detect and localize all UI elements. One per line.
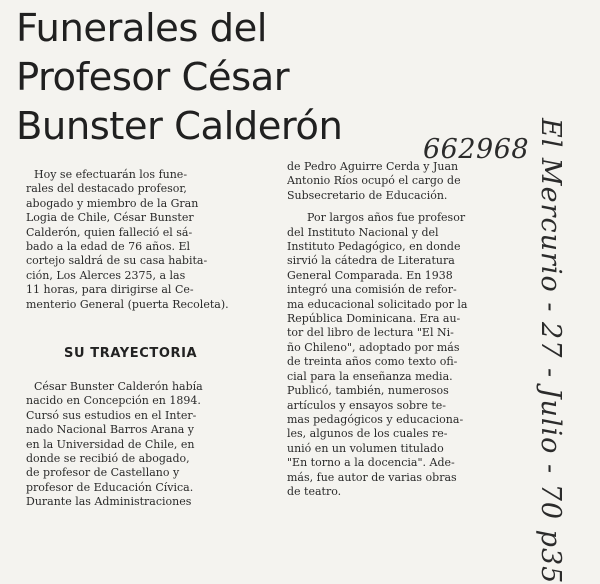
text-line: nado Nacional Barros Arana y	[26, 423, 194, 437]
text-line: les, algunos de los cuales re-	[287, 427, 448, 441]
paragraph	[26, 168, 270, 312]
left-column	[26, 168, 270, 312]
handwritten-archive-number: 662968	[423, 134, 530, 165]
text-line: en la Universidad de Chile, en	[26, 437, 195, 451]
text-line: 11 horas, para dirigirse al Ce-	[26, 283, 194, 297]
text-line: Hoy se efectuarán los fune-	[34, 168, 188, 181]
text-line: César Bunster Calderón había	[34, 380, 203, 393]
text-line: mas pedagógicos y educaciona-	[287, 412, 464, 426]
text-line: General Comparada. En 1938	[287, 268, 453, 282]
text-line: Subsecretario de Educación.	[287, 188, 448, 202]
text-line: Calderón, quien falleció el sá-	[26, 225, 193, 239]
text-line: de treinta años como texto ofi-	[287, 355, 458, 369]
text-line: tor del libro de lectura "El Ni-	[287, 326, 454, 340]
text-line: menterio General (puerta Recoleta).	[26, 297, 229, 311]
left-column-continued	[26, 380, 270, 510]
text-line: ma educacional solicitado por la	[287, 297, 468, 311]
text-line: Antonio Ríos ocupó el cargo de	[287, 174, 461, 188]
text-line: "En torno a la docencia". Ade-	[287, 456, 455, 470]
text-line: rales del destacado profesor,	[26, 182, 187, 196]
text-line: bado a la edad de 76 años. El	[26, 240, 191, 254]
text-line: Logia de Chile, César Bunster	[26, 211, 194, 225]
text-line: ño Chileno", adoptado por más	[287, 340, 460, 354]
text-line: del Instituto Nacional y del	[287, 225, 439, 239]
text-line: sirvió la cátedra de Literatura	[287, 254, 455, 268]
paragraph	[26, 380, 270, 510]
text-line: integró una comisión de refor-	[287, 283, 457, 297]
headline-line: Funerales del	[16, 6, 267, 51]
text-line: de profesor de Castellano y	[26, 466, 180, 480]
text-line: Instituto Pedagógico, en donde	[287, 240, 461, 254]
text-line: Durante las Administraciones	[26, 495, 192, 509]
text-line: abogado y miembro de la Gran	[26, 196, 199, 210]
paragraph	[287, 211, 532, 499]
text-line: de Pedro Aguirre Cerda y Juan	[287, 160, 459, 173]
headline	[16, 4, 436, 151]
text-line: más, fue autor de varias obras	[287, 470, 457, 484]
text-line: profesor de Educación Cívica.	[26, 480, 194, 494]
headline-line: Bunster Calderón	[16, 104, 343, 149]
paragraph	[287, 160, 532, 203]
section-subheading: SU TRAYECTORIA	[64, 346, 198, 361]
right-column	[287, 160, 532, 499]
text-line: Cursó sus estudios en el Inter-	[26, 408, 197, 422]
text-line: artículos y ensayos sobre te-	[287, 398, 446, 412]
text-line: unió en un volumen titulado	[287, 441, 444, 455]
headline-line: Profesor César	[16, 55, 290, 100]
text-line: Publicó, también, numerosos	[287, 384, 449, 398]
text-line: Por largos años fue profesor	[307, 211, 466, 225]
text-line: nacido en Concepción en 1894.	[26, 394, 201, 408]
text-line: cortejo saldrá de su casa habita-	[26, 254, 208, 268]
text-line: donde se recibió de abogado,	[26, 452, 190, 466]
text-line: cial para la enseñanza media.	[287, 369, 453, 383]
handwritten-source-note: El Mercurio - 27 - Julio - 70 p35	[535, 118, 566, 584]
text-line: ción, Los Alerces 2375, a las	[26, 268, 186, 282]
text-line: de teatro.	[287, 484, 342, 498]
text-line: República Dominicana. Era au-	[287, 312, 461, 326]
